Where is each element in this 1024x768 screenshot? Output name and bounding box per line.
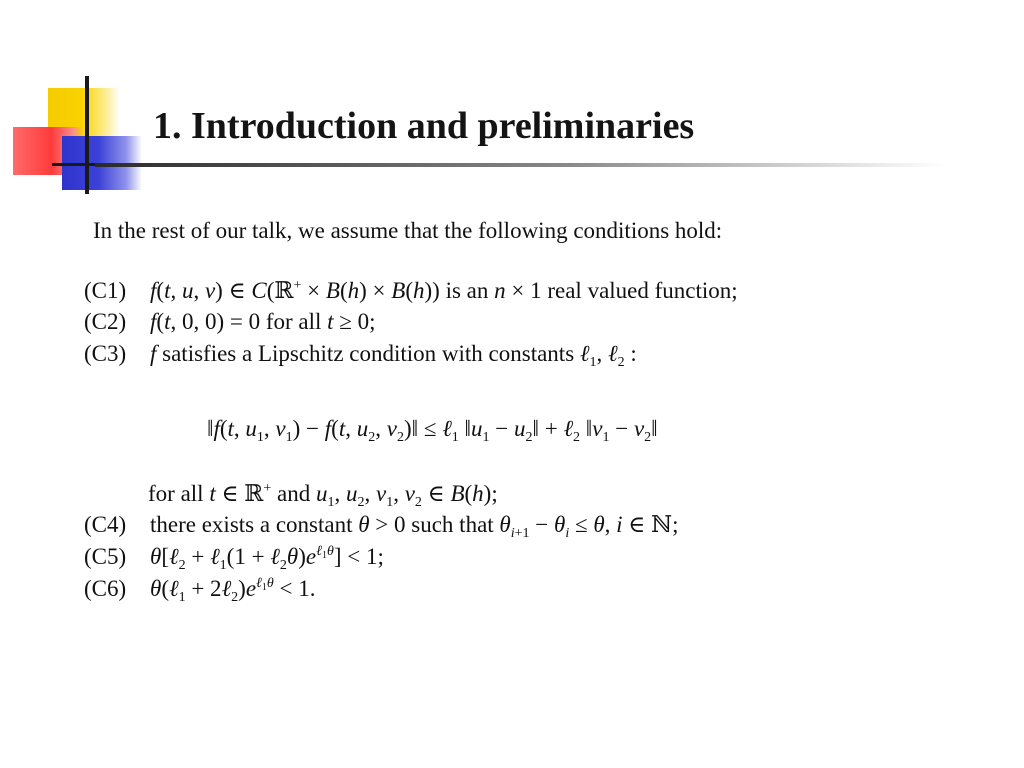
condition-label: (C1) [84,278,127,303]
condition-text: f satisfies a Lipschitz condition with constants ℓ$_1$, ℓ$_2$ : [150,341,637,370]
condition-c6 [84,576,316,605]
lipschitz-domain-text: for all t ∈ ℝ+ and $u_1$, $u_2$, $v_1$, $v_2$ ∈ B(h); [148,481,498,510]
intro-text: In the rest of our talk, we assume that the following conditions hold: [93,218,723,243]
condition-text: f(t, 0, 0) = 0 for all t ≥ 0; [150,309,376,334]
condition-label: (C6) [84,576,127,601]
condition-text: f(t, u, v) ∈ C(ℝ+ × B(h) × B(h)) is an n × 1 real valued function; [150,278,738,303]
condition-label: (C4) [84,512,127,537]
condition-c2 [84,309,376,335]
condition-label: (C2) [84,309,127,334]
condition-text: θ(ℓ$_1$ + $2\ell_2)e^{\ell_1\theta} < 1$. [150,576,316,605]
lipschitz-equation: ‖f(t, $u_1$, $v_1) - f(t$, $u_2$, $v_2)‖$ ≤ ℓ$_1$ $‖u_1$ − $u_2‖$ + ℓ$_2$ $‖v_1$ − $v_2‖$ [207,416,658,445]
condition-c5 [84,544,384,573]
condition-label: (C3) [84,341,127,366]
condition-c4 [84,512,679,541]
condition-c1 [84,278,738,304]
slide-title: 1. Introduction and preliminaries [153,105,695,147]
condition-text: there exists a constant θ > 0 such that $\theta_{i+1} - \theta_i \le \theta$, i ∈ ℕ; [150,512,679,541]
condition-text: θ[ℓ$_2$ + ℓ$_1$(1 + $\ell_2\theta)e^{\ell_1\theta}] < 1$; [150,544,384,573]
condition-label: (C5) [84,544,127,569]
condition-c3 [84,341,637,370]
